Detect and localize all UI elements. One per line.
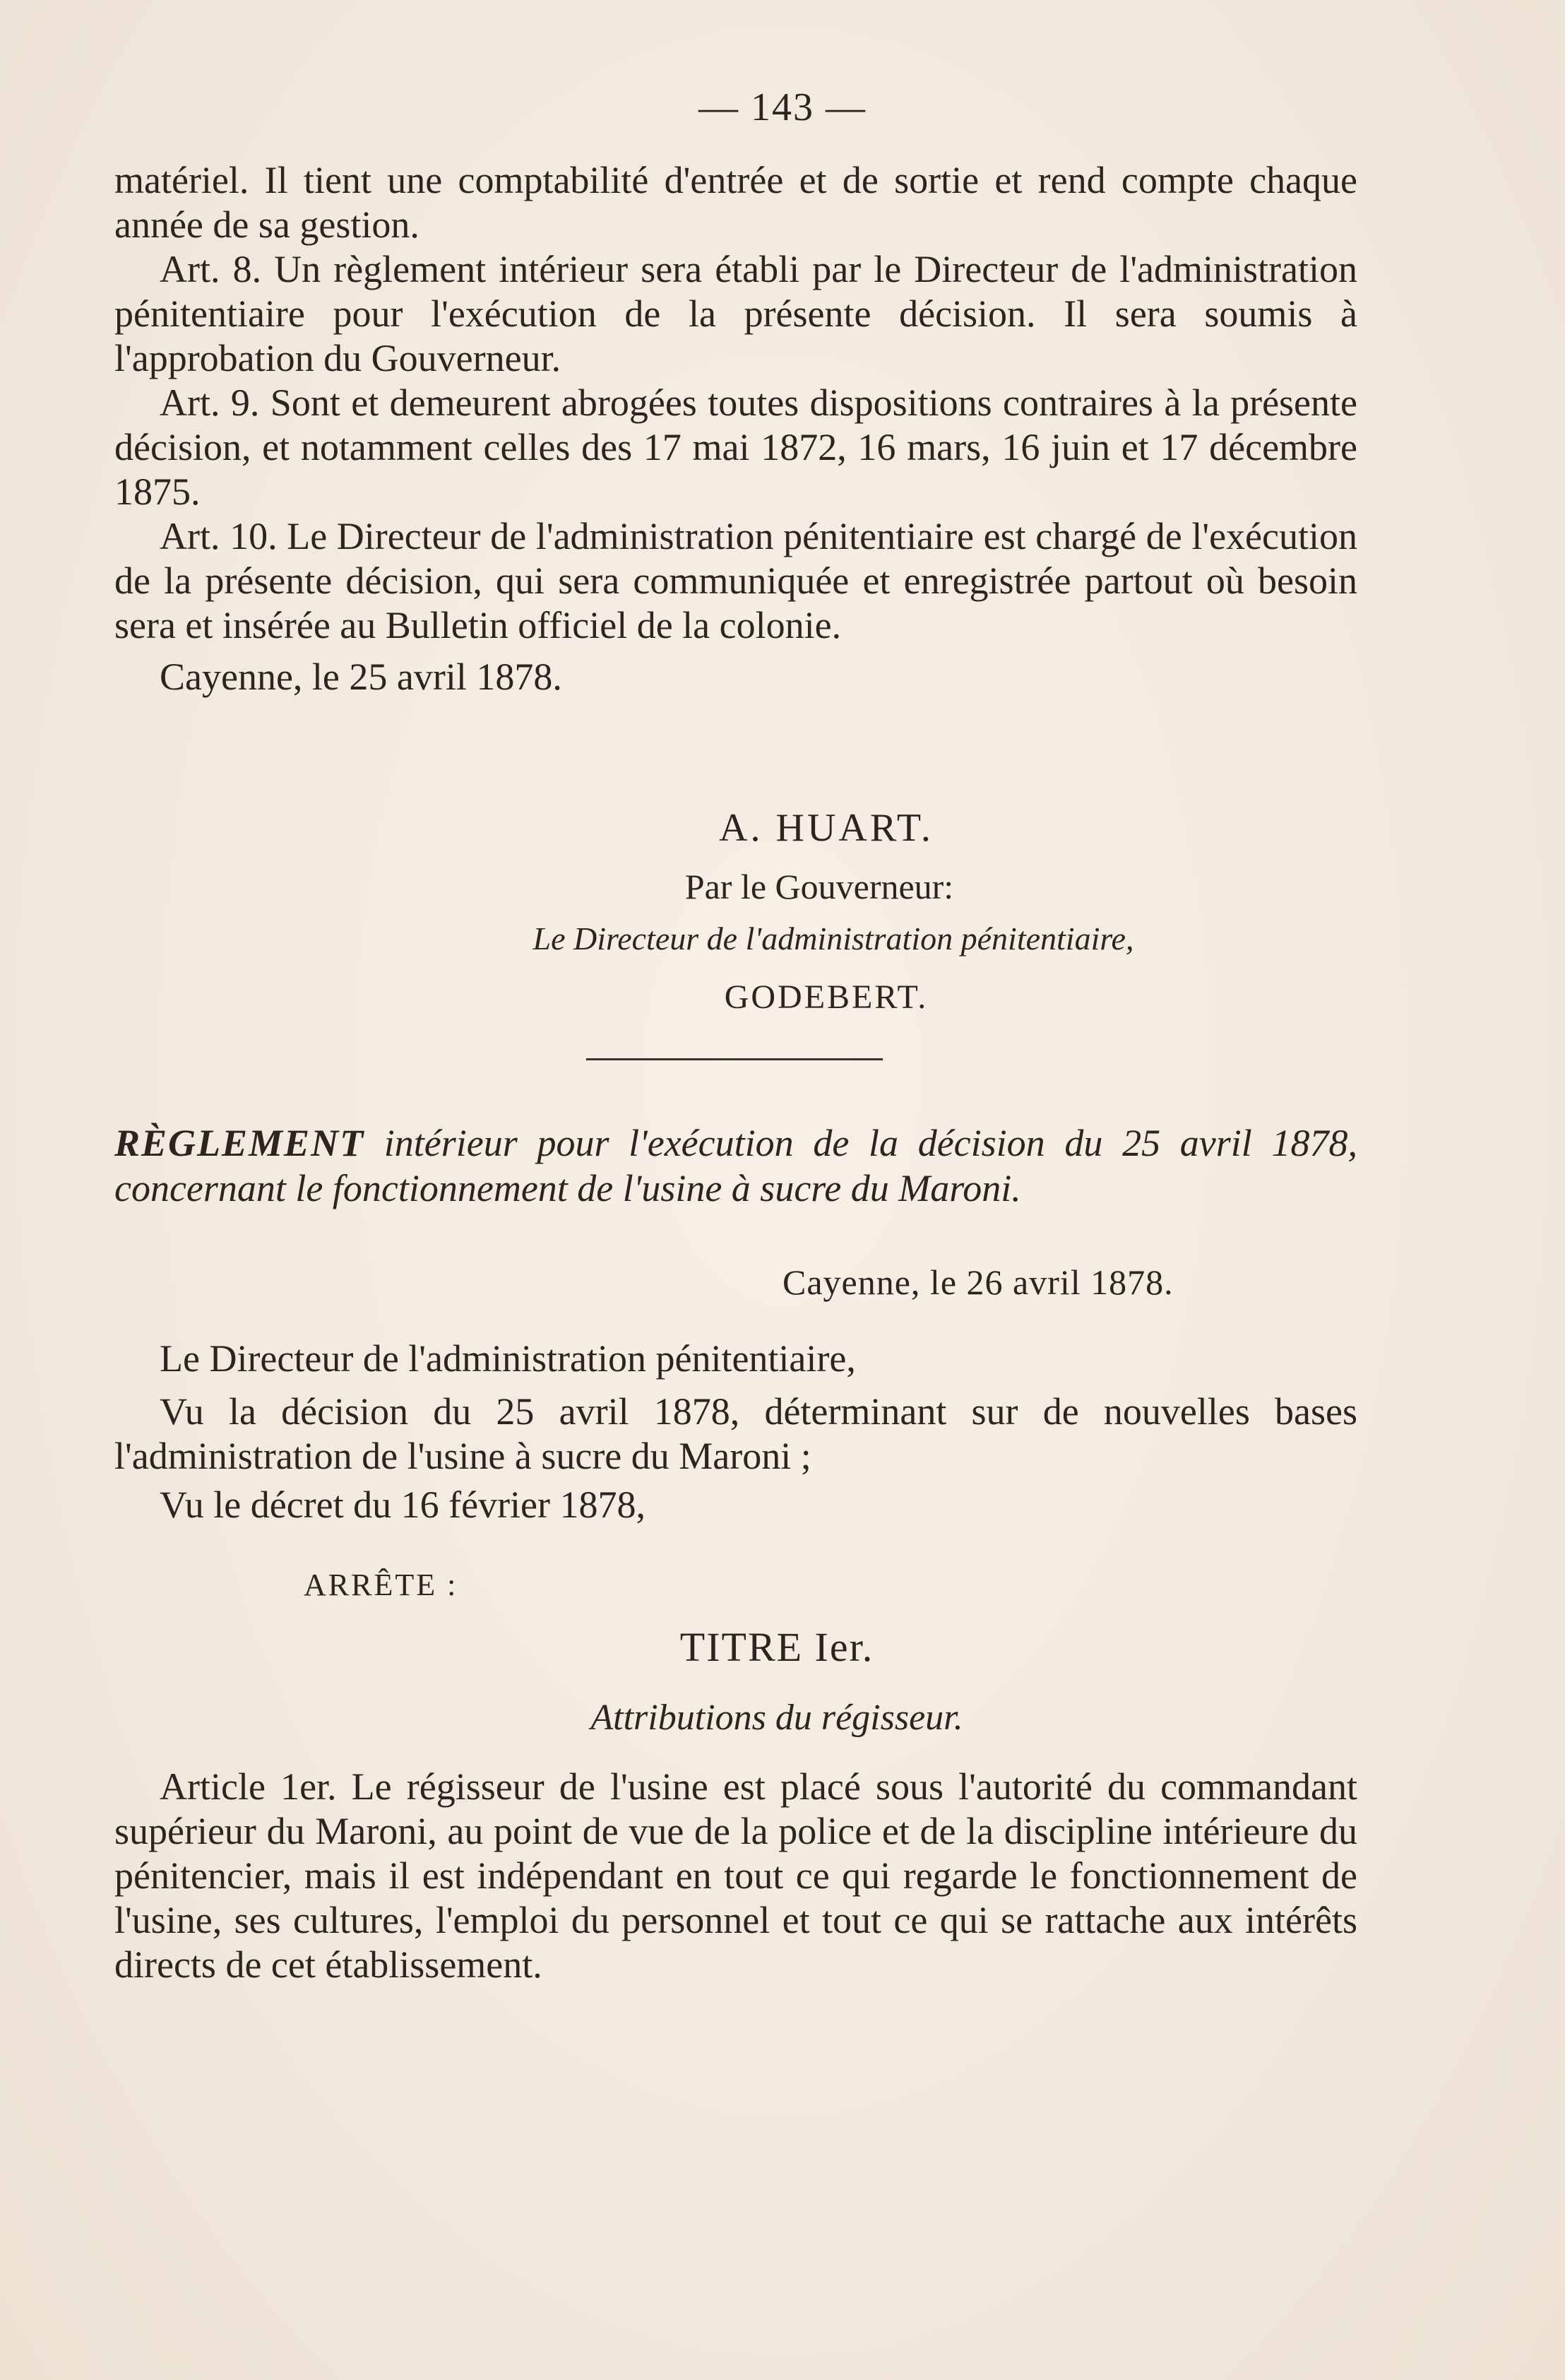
heading-date: Cayenne, le 26 avril 1878. (782, 1262, 1174, 1302)
page-number: — 143 — (698, 85, 867, 129)
signature-name: A. HUART. (719, 806, 934, 850)
preamble-line-2: Vu la décision du 25 avril 1878, déterminant sur de nouvelles bases l'administration de l'usine à sucre du Maroni ; (114, 1390, 1357, 1477)
signature-role: Le Directeur de l'administration pénitentiaire, (532, 920, 1134, 957)
paragraph-art-8: Art. 8. Un règlement intérieur sera établi par le Directeur de l'administration pénitentiaire pour l'exécution de la présente décision. Il sera soumis à l'approbation du Gouverneur. (114, 248, 1357, 379)
paragraph-art-9: Art. 9. Sont et demeurent abrogées toutes dispositions contraires à la présente décision, et notamment celles des 17 mai 1872, 16 mars, 16 juin et 17 décembre 1875. (114, 381, 1357, 513)
attributions-heading: Attributions du régisseur. (590, 1698, 963, 1738)
signature-name-2: GODEBERT. (724, 978, 929, 1016)
arrete-label: ARRÊTE : (304, 1568, 458, 1602)
paragraph-article-1: Article 1er. Le régisseur de l'usine est placé sous l'autorité du commandant supérieur du Maroni, au point de vue de la police et de la discipline intérieure du pénitencier, mais il est indépendant en tout ce qui regarde le fonctionnement de l'usine, ses cultures, l'emploi du personnel et tout ce qui se rattache aux intérêts directs de cet établissement. (114, 1765, 1357, 1986)
paragraph-date: Cayenne, le 25 avril 1878. (160, 656, 562, 698)
text-block-article-1 (114, 1765, 1357, 1987)
text-block-top (114, 158, 1357, 699)
separator-rule (586, 1058, 883, 1060)
heading-caps: RÈGLEMENT (114, 1122, 365, 1164)
text-block-preamble (114, 1337, 1357, 1527)
preamble-line-3: Vu le décret du 16 février 1878, (160, 1484, 645, 1526)
section-heading (114, 1120, 1357, 1211)
paragraph-continuation: matériel. Il tient une comptabilité d'entrée et de sortie et rend compte chaque année de sa gestion. (114, 159, 1357, 246)
signature-par: Par le Gouverneur: (684, 867, 954, 906)
paragraph-art-10: Art. 10. Le Directeur de l'administration pénitentiaire est chargé de l'exécution de la présente décision, qui sera communiquée et enregistrée partout où besoin sera et insérée au Bulletin officiel de la colonie. (114, 515, 1357, 646)
preamble-line-1: Le Directeur de l'administration pénitentiaire, (160, 1337, 856, 1380)
heading-rest: intérieur pour l'exécution de la décision du 25 avril 1878, concernant le fonctionnement de l'usine à sucre du Maroni. (114, 1122, 1357, 1209)
titre-heading: TITRE Ier. (679, 1624, 874, 1670)
